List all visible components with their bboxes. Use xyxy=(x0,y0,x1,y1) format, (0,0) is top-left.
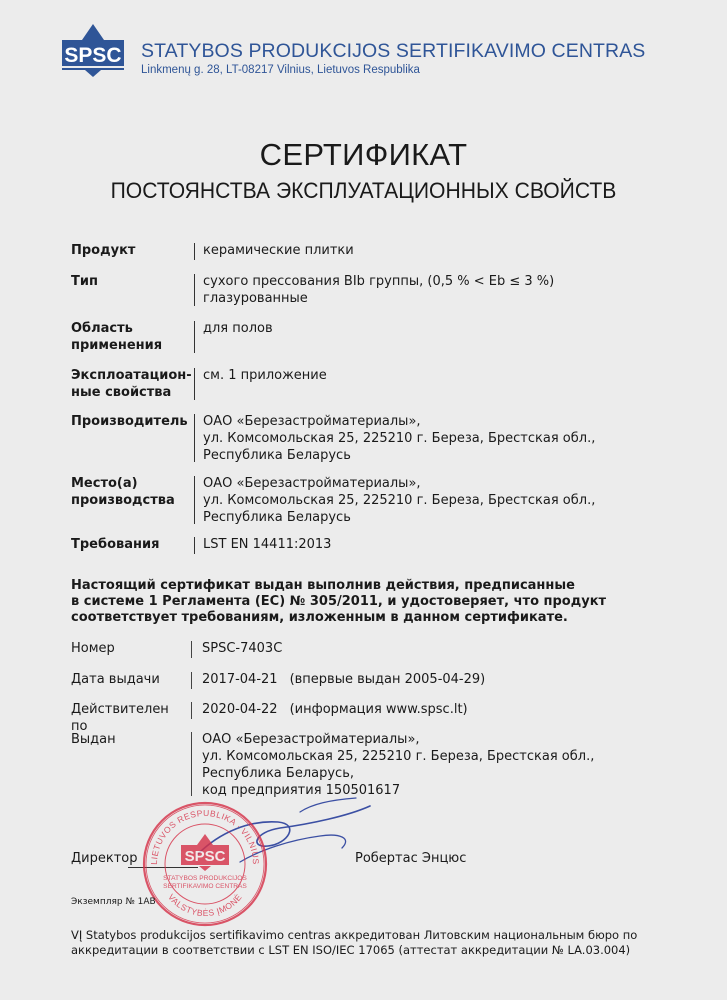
detail-label: Выдан xyxy=(71,732,116,747)
property-value: сухого прессования BIb группы, (0,5 % < Eb ≤ 3 %) глазурованные xyxy=(203,274,555,306)
director-label: Директор xyxy=(71,851,138,866)
certificate-title: СЕРТИФИКАТ xyxy=(259,137,468,172)
stamp-ring-bottom: VALSTYBĖS ĮMONĖ xyxy=(166,891,244,919)
property-value: LST EN 14411:2013 xyxy=(203,537,332,552)
certificate-subtitle: ПОСТОЯНСТВА ЭКСПЛУАТАЦИОННЫХ СВОЙСТВ xyxy=(110,178,617,203)
detail-value: ОАО «Березастройматериалы», ул. Комсомольская 25, 225210 г. Береза, Брестская обл., Республика Беларусь, код предприятия 150501617 xyxy=(202,732,595,798)
property-label: Место(а) производства xyxy=(71,476,175,508)
property-label: Требования xyxy=(71,537,160,552)
stamp-center-text: SPSC xyxy=(184,848,226,865)
property-value: керамические плитки xyxy=(203,243,354,258)
official-stamp xyxy=(141,800,269,928)
spsc-logo xyxy=(60,22,126,78)
property-value: ОАО «Березастройматериалы», ул. Комсомольская 25, 225210 г. Береза, Брестская обл., Республика Беларусь xyxy=(203,476,596,525)
logo-text: SPSC xyxy=(64,44,122,67)
property-label: Область применения xyxy=(71,321,163,353)
property-value: ОАО «Березастройматериалы», ул. Комсомольская 25, 225210 г. Береза, Брестская обл., Республика Беларусь xyxy=(203,414,596,463)
signatory-name: Робертас Энцюс xyxy=(355,851,467,866)
property-label: Продукт xyxy=(71,243,136,258)
certification-statement: Настоящий сертификат выдан выполнив действия, предписанные в системе 1 Регламента (ЕС) № 305/2011, и удостоверяет, что продукт соответствует требованиям, изложенным в данном сертификате. xyxy=(71,578,607,625)
stamp-line-2: SERTIFIKAVIMO CENTRAS xyxy=(163,883,247,890)
row-divider xyxy=(191,672,192,689)
property-label: Тип xyxy=(71,274,98,289)
organization-name: STATYBOS PRODUKCIJOS SERTIFIKAVIMO CENTRAS xyxy=(141,40,646,62)
row-divider xyxy=(194,476,195,524)
accreditation-footer: VĮ Statybos produkcijos sertifikavimo centras аккредитован Литовским национальным бюро по аккредитации в соответствии с LST EN ISO/IEC 17065 (аттестат аккредитации № LA.03.004) xyxy=(71,928,638,957)
detail-label: Номер xyxy=(71,641,115,656)
svg-text:VALSTYBĖS ĮMONĖ xyxy=(166,892,244,918)
row-divider xyxy=(191,641,192,658)
detail-value: 2020-04-22 xyxy=(202,702,278,717)
row-divider xyxy=(194,243,195,260)
property-value: см. 1 приложение xyxy=(203,368,327,383)
organization-address: Linkmenų g. 28, LT-08217 Vilnius, Lietuvos Respublika xyxy=(141,64,420,76)
row-divider xyxy=(194,537,195,554)
row-divider xyxy=(194,414,195,462)
detail-value: 2017-04-21 xyxy=(202,672,278,687)
property-label: Производитель xyxy=(71,414,188,429)
row-divider xyxy=(191,732,192,796)
detail-note: (впервые выдан 2005-04-29) xyxy=(289,672,486,687)
property-value: для полов xyxy=(203,321,273,336)
detail-note: (информация www.spsc.lt) xyxy=(289,702,468,717)
copy-number: Экземпляр № 1АВ xyxy=(71,897,156,907)
property-label: Эксплоатацион-ные свойства xyxy=(71,368,192,400)
row-divider xyxy=(194,368,195,400)
detail-label: Действителен по xyxy=(71,702,169,734)
detail-label: Дата выдачи xyxy=(71,672,160,687)
stamp-line-1: STATYBOS PRODUKCIJOS xyxy=(163,875,247,882)
row-divider xyxy=(194,274,195,306)
row-divider xyxy=(191,702,192,719)
stamp-ring-top: LIETUVOS RESPUBLIKA ∙ VILNIUS xyxy=(148,807,262,865)
row-divider xyxy=(194,321,195,353)
detail-value: SPSC-7403C xyxy=(202,641,283,656)
